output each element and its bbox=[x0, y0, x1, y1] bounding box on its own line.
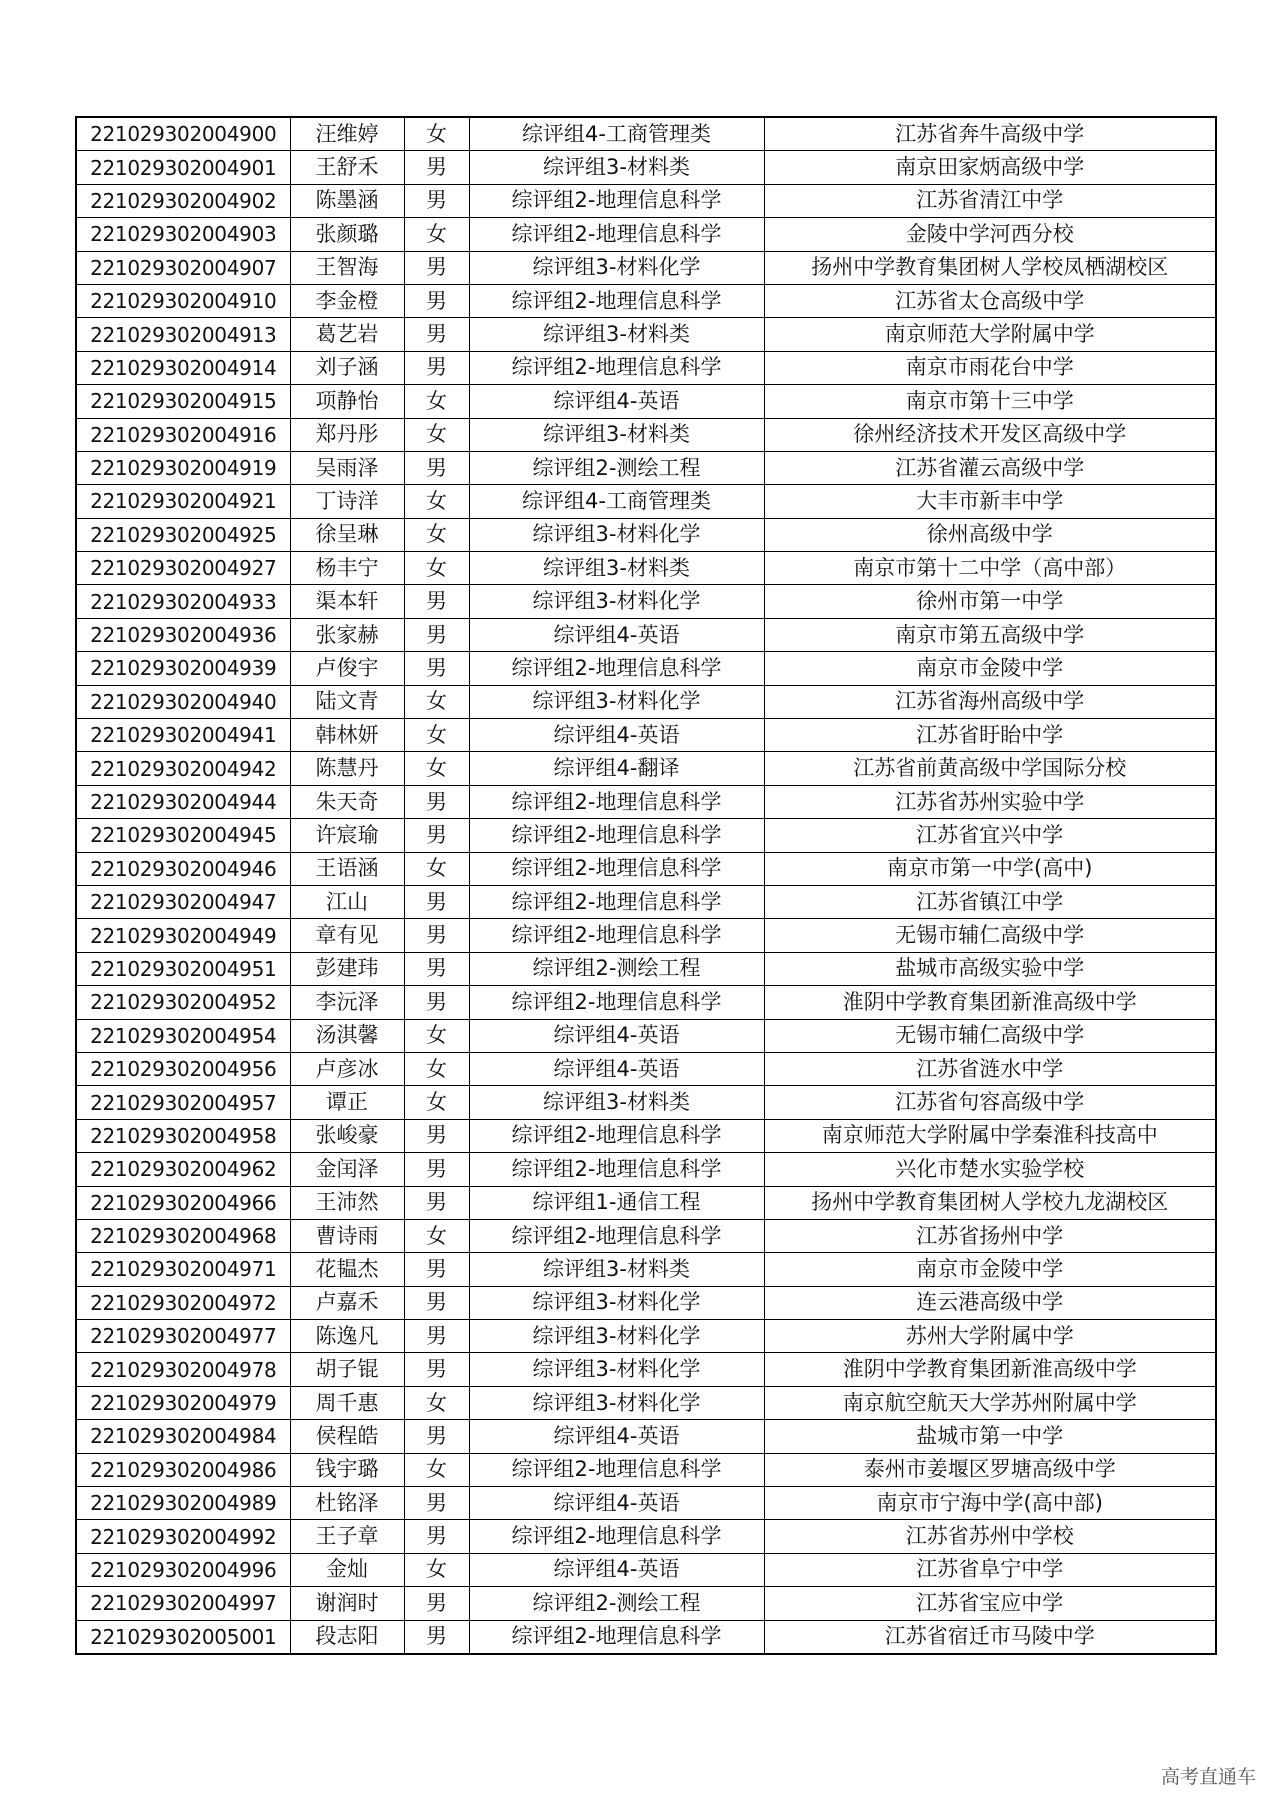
cell-group: 综评组4-英语 bbox=[469, 1420, 764, 1453]
cell-gender: 女 bbox=[404, 752, 469, 785]
table-row bbox=[76, 284, 1216, 317]
cell-group: 综评组2-地理信息科学 bbox=[469, 351, 764, 384]
cell-gender: 男 bbox=[404, 1320, 469, 1353]
cell-id: 221029302004940 bbox=[76, 685, 290, 718]
cell-group: 综评组4-工商管理类 bbox=[469, 485, 764, 518]
cell-name: 汪维婷 bbox=[290, 117, 404, 151]
cell-group: 综评组3-材料类 bbox=[469, 418, 764, 451]
table-row bbox=[76, 385, 1216, 418]
table-row bbox=[76, 952, 1216, 985]
cell-school: 南京市雨花台中学 bbox=[764, 351, 1216, 384]
cell-group: 综评组4-英语 bbox=[469, 618, 764, 651]
cell-gender: 男 bbox=[404, 819, 469, 852]
cell-group: 综评组3-材料化学 bbox=[469, 1386, 764, 1419]
cell-name: 胡子锟 bbox=[290, 1353, 404, 1386]
cell-school: 徐州市第一中学 bbox=[764, 585, 1216, 618]
cell-group: 综评组3-材料化学 bbox=[469, 585, 764, 618]
cell-name: 吴雨泽 bbox=[290, 451, 404, 484]
cell-id: 221029302004997 bbox=[76, 1587, 290, 1620]
cell-gender: 女 bbox=[404, 385, 469, 418]
cell-school: 兴化市楚水实验学校 bbox=[764, 1153, 1216, 1186]
table-row bbox=[76, 1520, 1216, 1553]
table-row bbox=[76, 1553, 1216, 1586]
cell-id: 221029302004979 bbox=[76, 1386, 290, 1419]
cell-name: 李金橙 bbox=[290, 284, 404, 317]
cell-id: 221029302004941 bbox=[76, 719, 290, 752]
table-row bbox=[76, 685, 1216, 718]
cell-id: 221029302004972 bbox=[76, 1286, 290, 1319]
cell-school: 徐州经济技术开发区高级中学 bbox=[764, 418, 1216, 451]
cell-name: 张峻豪 bbox=[290, 1119, 404, 1152]
cell-id: 221029302004971 bbox=[76, 1253, 290, 1286]
cell-name: 段志阳 bbox=[290, 1620, 404, 1654]
cell-group: 综评组2-地理信息科学 bbox=[469, 885, 764, 918]
cell-name: 江山 bbox=[290, 885, 404, 918]
cell-name: 金灿 bbox=[290, 1553, 404, 1586]
cell-id: 221029302004927 bbox=[76, 552, 290, 585]
cell-school: 江苏省宜兴中学 bbox=[764, 819, 1216, 852]
cell-school: 江苏省镇江中学 bbox=[764, 885, 1216, 918]
table-row bbox=[76, 1052, 1216, 1085]
table-row bbox=[76, 451, 1216, 484]
cell-school: 江苏省苏州中学校 bbox=[764, 1520, 1216, 1553]
cell-school: 江苏省灌云高级中学 bbox=[764, 451, 1216, 484]
cell-school: 盐城市高级实验中学 bbox=[764, 952, 1216, 985]
cell-school: 无锡市辅仁高级中学 bbox=[764, 919, 1216, 952]
table-row bbox=[76, 1487, 1216, 1520]
cell-school: 淮阴中学教育集团新淮高级中学 bbox=[764, 986, 1216, 1019]
cell-name: 韩林妍 bbox=[290, 719, 404, 752]
cell-name: 王子章 bbox=[290, 1520, 404, 1553]
cell-school: 江苏省太仓高级中学 bbox=[764, 284, 1216, 317]
cell-gender: 女 bbox=[404, 1086, 469, 1119]
cell-group: 综评组2-地理信息科学 bbox=[469, 785, 764, 818]
cell-school: 江苏省奔牛高级中学 bbox=[764, 117, 1216, 151]
cell-school: 南京市第五高级中学 bbox=[764, 618, 1216, 651]
cell-id: 221029302004949 bbox=[76, 919, 290, 952]
cell-group: 综评组2-地理信息科学 bbox=[469, 652, 764, 685]
cell-id: 221029302004914 bbox=[76, 351, 290, 384]
cell-group: 综评组3-材料化学 bbox=[469, 1286, 764, 1319]
cell-id: 221029302004913 bbox=[76, 318, 290, 351]
cell-name: 钱宇璐 bbox=[290, 1453, 404, 1486]
cell-gender: 女 bbox=[404, 117, 469, 151]
cell-school: 金陵中学河西分校 bbox=[764, 218, 1216, 251]
cell-school: 江苏省阜宁中学 bbox=[764, 1553, 1216, 1586]
cell-group: 综评组4-英语 bbox=[469, 1487, 764, 1520]
cell-gender: 男 bbox=[404, 1186, 469, 1219]
cell-gender: 女 bbox=[404, 518, 469, 551]
table-row bbox=[76, 1019, 1216, 1052]
table-row bbox=[76, 919, 1216, 952]
table-row bbox=[76, 184, 1216, 217]
table-row bbox=[76, 785, 1216, 818]
cell-group: 综评组3-材料类 bbox=[469, 1253, 764, 1286]
cell-name: 陈慧丹 bbox=[290, 752, 404, 785]
cell-group: 综评组3-材料类 bbox=[469, 318, 764, 351]
cell-id: 221029302004977 bbox=[76, 1320, 290, 1353]
cell-id: 221029302004996 bbox=[76, 1553, 290, 1586]
cell-gender: 女 bbox=[404, 1052, 469, 1085]
cell-group: 综评组4-英语 bbox=[469, 1019, 764, 1052]
cell-name: 谢润时 bbox=[290, 1587, 404, 1620]
cell-group: 综评组2-地理信息科学 bbox=[469, 218, 764, 251]
cell-name: 金闰泽 bbox=[290, 1153, 404, 1186]
cell-school: 扬州中学教育集团树人学校九龙湖校区 bbox=[764, 1186, 1216, 1219]
cell-gender: 男 bbox=[404, 318, 469, 351]
cell-gender: 男 bbox=[404, 785, 469, 818]
cell-name: 徐呈琳 bbox=[290, 518, 404, 551]
table-row bbox=[76, 719, 1216, 752]
cell-group: 综评组2-地理信息科学 bbox=[469, 1520, 764, 1553]
table-row bbox=[76, 1353, 1216, 1386]
cell-group: 综评组2-地理信息科学 bbox=[469, 919, 764, 952]
cell-group: 综评组4-翻译 bbox=[469, 752, 764, 785]
cell-school: 大丰市新丰中学 bbox=[764, 485, 1216, 518]
admission-list-table bbox=[75, 116, 1217, 1655]
cell-id: 221029302004962 bbox=[76, 1153, 290, 1186]
cell-id: 221029302004952 bbox=[76, 986, 290, 1019]
cell-name: 张颜璐 bbox=[290, 218, 404, 251]
cell-gender: 女 bbox=[404, 1553, 469, 1586]
cell-gender: 女 bbox=[404, 1386, 469, 1419]
cell-id: 221029302004966 bbox=[76, 1186, 290, 1219]
cell-name: 张家赫 bbox=[290, 618, 404, 651]
cell-school: 南京市金陵中学 bbox=[764, 1253, 1216, 1286]
cell-id: 221029302004992 bbox=[76, 1520, 290, 1553]
cell-school: 南京市第十二中学（高中部） bbox=[764, 552, 1216, 585]
cell-id: 221029302004942 bbox=[76, 752, 290, 785]
cell-school: 南京市宁海中学(高中部) bbox=[764, 1487, 1216, 1520]
cell-group: 综评组3-材料化学 bbox=[469, 518, 764, 551]
cell-name: 侯程皓 bbox=[290, 1420, 404, 1453]
cell-id: 221029302004968 bbox=[76, 1219, 290, 1252]
cell-gender: 男 bbox=[404, 1253, 469, 1286]
cell-gender: 男 bbox=[404, 284, 469, 317]
cell-gender: 男 bbox=[404, 1119, 469, 1152]
cell-id: 221029302004907 bbox=[76, 251, 290, 284]
table-row bbox=[76, 652, 1216, 685]
cell-school: 江苏省扬州中学 bbox=[764, 1219, 1216, 1252]
cell-name: 陆文青 bbox=[290, 685, 404, 718]
cell-name: 杨丰宁 bbox=[290, 552, 404, 585]
cell-gender: 男 bbox=[404, 652, 469, 685]
cell-group: 综评组3-材料化学 bbox=[469, 685, 764, 718]
cell-name: 项静怡 bbox=[290, 385, 404, 418]
cell-name: 朱天奇 bbox=[290, 785, 404, 818]
cell-school: 南京师范大学附属中学秦淮科技高中 bbox=[764, 1119, 1216, 1152]
table-row bbox=[76, 618, 1216, 651]
table-row bbox=[76, 1420, 1216, 1453]
cell-id: 221029302004957 bbox=[76, 1086, 290, 1119]
cell-id: 221029302004919 bbox=[76, 451, 290, 484]
cell-group: 综评组2-地理信息科学 bbox=[469, 1119, 764, 1152]
cell-group: 综评组2-地理信息科学 bbox=[469, 986, 764, 1019]
cell-name: 汤淇馨 bbox=[290, 1019, 404, 1052]
cell-school: 淮阴中学教育集团新淮高级中学 bbox=[764, 1353, 1216, 1386]
cell-name: 葛艺岩 bbox=[290, 318, 404, 351]
cell-id: 221029302004945 bbox=[76, 819, 290, 852]
cell-school: 江苏省宝应中学 bbox=[764, 1587, 1216, 1620]
cell-gender: 男 bbox=[404, 151, 469, 184]
cell-group: 综评组2-地理信息科学 bbox=[469, 1620, 764, 1654]
cell-group: 综评组1-通信工程 bbox=[469, 1186, 764, 1219]
table-row bbox=[76, 117, 1216, 151]
cell-group: 综评组3-材料类 bbox=[469, 552, 764, 585]
cell-group: 综评组2-测绘工程 bbox=[469, 1587, 764, 1620]
cell-name: 王沛然 bbox=[290, 1186, 404, 1219]
cell-group: 综评组2-地理信息科学 bbox=[469, 819, 764, 852]
cell-gender: 女 bbox=[404, 685, 469, 718]
cell-gender: 女 bbox=[404, 1219, 469, 1252]
cell-id: 221029302004901 bbox=[76, 151, 290, 184]
table-row bbox=[76, 1286, 1216, 1319]
cell-school: 泰州市姜堰区罗塘高级中学 bbox=[764, 1453, 1216, 1486]
cell-id: 221029302004954 bbox=[76, 1019, 290, 1052]
cell-gender: 男 bbox=[404, 1153, 469, 1186]
cell-name: 王语涵 bbox=[290, 852, 404, 885]
cell-name: 刘子涵 bbox=[290, 351, 404, 384]
cell-name: 卢俊宇 bbox=[290, 652, 404, 685]
table-row bbox=[76, 318, 1216, 351]
cell-id: 221029302004984 bbox=[76, 1420, 290, 1453]
cell-id: 221029302004933 bbox=[76, 585, 290, 618]
cell-school: 江苏省宿迁市马陵中学 bbox=[764, 1620, 1216, 1654]
cell-name: 卢彦冰 bbox=[290, 1052, 404, 1085]
cell-school: 扬州中学教育集团树人学校凤栖湖校区 bbox=[764, 251, 1216, 284]
cell-id: 221029302004916 bbox=[76, 418, 290, 451]
cell-school: 江苏省苏州实验中学 bbox=[764, 785, 1216, 818]
cell-gender: 男 bbox=[404, 585, 469, 618]
watermark-text: 高考直通车 bbox=[1160, 1766, 1256, 1788]
cell-gender: 男 bbox=[404, 618, 469, 651]
table-body bbox=[76, 117, 1216, 1654]
cell-school: 南京师范大学附属中学 bbox=[764, 318, 1216, 351]
cell-id: 221029302004958 bbox=[76, 1119, 290, 1152]
table-row bbox=[76, 1587, 1216, 1620]
cell-group: 综评组2-地理信息科学 bbox=[469, 284, 764, 317]
cell-id: 221029302004947 bbox=[76, 885, 290, 918]
cell-school: 南京市金陵中学 bbox=[764, 652, 1216, 685]
cell-gender: 男 bbox=[404, 1420, 469, 1453]
cell-gender: 男 bbox=[404, 1520, 469, 1553]
cell-name: 许宸瑜 bbox=[290, 819, 404, 852]
table-row bbox=[76, 585, 1216, 618]
cell-gender: 男 bbox=[404, 184, 469, 217]
cell-id: 221029302004946 bbox=[76, 852, 290, 885]
cell-group: 综评组3-材料化学 bbox=[469, 1320, 764, 1353]
table-row bbox=[76, 1153, 1216, 1186]
cell-name: 章有见 bbox=[290, 919, 404, 952]
cell-gender: 女 bbox=[404, 552, 469, 585]
cell-name: 谭正 bbox=[290, 1086, 404, 1119]
cell-school: 南京田家炳高级中学 bbox=[764, 151, 1216, 184]
cell-school: 江苏省盱眙中学 bbox=[764, 719, 1216, 752]
cell-name: 陈墨涵 bbox=[290, 184, 404, 217]
table-row bbox=[76, 485, 1216, 518]
cell-school: 江苏省句容高级中学 bbox=[764, 1086, 1216, 1119]
cell-school: 无锡市辅仁高级中学 bbox=[764, 1019, 1216, 1052]
cell-id: 221029302005001 bbox=[76, 1620, 290, 1654]
table-row bbox=[76, 1453, 1216, 1486]
cell-gender: 男 bbox=[404, 451, 469, 484]
cell-group: 综评组3-材料化学 bbox=[469, 251, 764, 284]
cell-school: 南京市第十三中学 bbox=[764, 385, 1216, 418]
cell-gender: 女 bbox=[404, 852, 469, 885]
cell-name: 花韫杰 bbox=[290, 1253, 404, 1286]
cell-group: 综评组3-材料化学 bbox=[469, 1353, 764, 1386]
cell-gender: 男 bbox=[404, 952, 469, 985]
cell-gender: 女 bbox=[404, 418, 469, 451]
cell-group: 综评组4-英语 bbox=[469, 719, 764, 752]
cell-group: 综评组2-测绘工程 bbox=[469, 451, 764, 484]
cell-name: 陈逸凡 bbox=[290, 1320, 404, 1353]
cell-gender: 女 bbox=[404, 485, 469, 518]
table-row bbox=[76, 218, 1216, 251]
table-row bbox=[76, 251, 1216, 284]
cell-group: 综评组4-英语 bbox=[469, 1052, 764, 1085]
table-row bbox=[76, 1620, 1216, 1654]
cell-name: 周千惠 bbox=[290, 1386, 404, 1419]
cell-school: 江苏省涟水中学 bbox=[764, 1052, 1216, 1085]
cell-id: 221029302004915 bbox=[76, 385, 290, 418]
table-row bbox=[76, 1219, 1216, 1252]
table-row bbox=[76, 1086, 1216, 1119]
cell-name: 渠本轩 bbox=[290, 585, 404, 618]
cell-gender: 女 bbox=[404, 1019, 469, 1052]
table-row bbox=[76, 819, 1216, 852]
table-row bbox=[76, 1386, 1216, 1419]
cell-school: 江苏省海州高级中学 bbox=[764, 685, 1216, 718]
cell-gender: 男 bbox=[404, 986, 469, 1019]
table-row bbox=[76, 1119, 1216, 1152]
cell-group: 综评组4-英语 bbox=[469, 1553, 764, 1586]
table-row bbox=[76, 151, 1216, 184]
cell-id: 221029302004936 bbox=[76, 618, 290, 651]
cell-school: 南京市第一中学(高中) bbox=[764, 852, 1216, 885]
cell-name: 丁诗洋 bbox=[290, 485, 404, 518]
table-row bbox=[76, 351, 1216, 384]
cell-id: 221029302004921 bbox=[76, 485, 290, 518]
cell-gender: 男 bbox=[404, 251, 469, 284]
table-row bbox=[76, 885, 1216, 918]
cell-gender: 男 bbox=[404, 1587, 469, 1620]
cell-school: 徐州高级中学 bbox=[764, 518, 1216, 551]
table-row bbox=[76, 418, 1216, 451]
cell-id: 221029302004902 bbox=[76, 184, 290, 217]
cell-id: 221029302004978 bbox=[76, 1353, 290, 1386]
cell-group: 综评组2-地理信息科学 bbox=[469, 852, 764, 885]
cell-group: 综评组4-英语 bbox=[469, 385, 764, 418]
cell-id: 221029302004956 bbox=[76, 1052, 290, 1085]
table-row bbox=[76, 752, 1216, 785]
cell-group: 综评组2-地理信息科学 bbox=[469, 1453, 764, 1486]
cell-id: 221029302004900 bbox=[76, 117, 290, 151]
table-row bbox=[76, 986, 1216, 1019]
cell-name: 王舒禾 bbox=[290, 151, 404, 184]
table-row bbox=[76, 1186, 1216, 1219]
cell-gender: 男 bbox=[404, 885, 469, 918]
table-row bbox=[76, 552, 1216, 585]
cell-group: 综评组3-材料类 bbox=[469, 151, 764, 184]
cell-school: 苏州大学附属中学 bbox=[764, 1320, 1216, 1353]
cell-gender: 男 bbox=[404, 919, 469, 952]
cell-school: 连云港高级中学 bbox=[764, 1286, 1216, 1319]
cell-id: 221029302004910 bbox=[76, 284, 290, 317]
cell-gender: 女 bbox=[404, 218, 469, 251]
cell-gender: 男 bbox=[404, 1487, 469, 1520]
cell-gender: 男 bbox=[404, 351, 469, 384]
cell-group: 综评组2-地理信息科学 bbox=[469, 184, 764, 217]
cell-gender: 男 bbox=[404, 1353, 469, 1386]
cell-id: 221029302004903 bbox=[76, 218, 290, 251]
cell-school: 江苏省前黄高级中学国际分校 bbox=[764, 752, 1216, 785]
cell-name: 曹诗雨 bbox=[290, 1219, 404, 1252]
cell-id: 221029302004925 bbox=[76, 518, 290, 551]
cell-name: 卢嘉禾 bbox=[290, 1286, 404, 1319]
cell-gender: 男 bbox=[404, 1620, 469, 1654]
cell-name: 郑丹彤 bbox=[290, 418, 404, 451]
cell-group: 综评组3-材料类 bbox=[469, 1086, 764, 1119]
table-row bbox=[76, 1320, 1216, 1353]
cell-school: 江苏省清江中学 bbox=[764, 184, 1216, 217]
cell-group: 综评组2-测绘工程 bbox=[469, 952, 764, 985]
cell-id: 221029302004944 bbox=[76, 785, 290, 818]
cell-school: 盐城市第一中学 bbox=[764, 1420, 1216, 1453]
cell-group: 综评组4-工商管理类 bbox=[469, 117, 764, 151]
cell-id: 221029302004986 bbox=[76, 1453, 290, 1486]
cell-gender: 女 bbox=[404, 1453, 469, 1486]
cell-name: 李沅泽 bbox=[290, 986, 404, 1019]
table-row bbox=[76, 852, 1216, 885]
table-row bbox=[76, 1253, 1216, 1286]
cell-name: 王智海 bbox=[290, 251, 404, 284]
cell-group: 综评组2-地理信息科学 bbox=[469, 1153, 764, 1186]
cell-id: 221029302004951 bbox=[76, 952, 290, 985]
cell-group: 综评组2-地理信息科学 bbox=[469, 1219, 764, 1252]
cell-id: 221029302004939 bbox=[76, 652, 290, 685]
cell-id: 221029302004989 bbox=[76, 1487, 290, 1520]
cell-name: 彭建玮 bbox=[290, 952, 404, 985]
table-row bbox=[76, 518, 1216, 551]
cell-name: 杜铭泽 bbox=[290, 1487, 404, 1520]
cell-gender: 女 bbox=[404, 719, 469, 752]
cell-school: 南京航空航天大学苏州附属中学 bbox=[764, 1386, 1216, 1419]
cell-gender: 男 bbox=[404, 1286, 469, 1319]
